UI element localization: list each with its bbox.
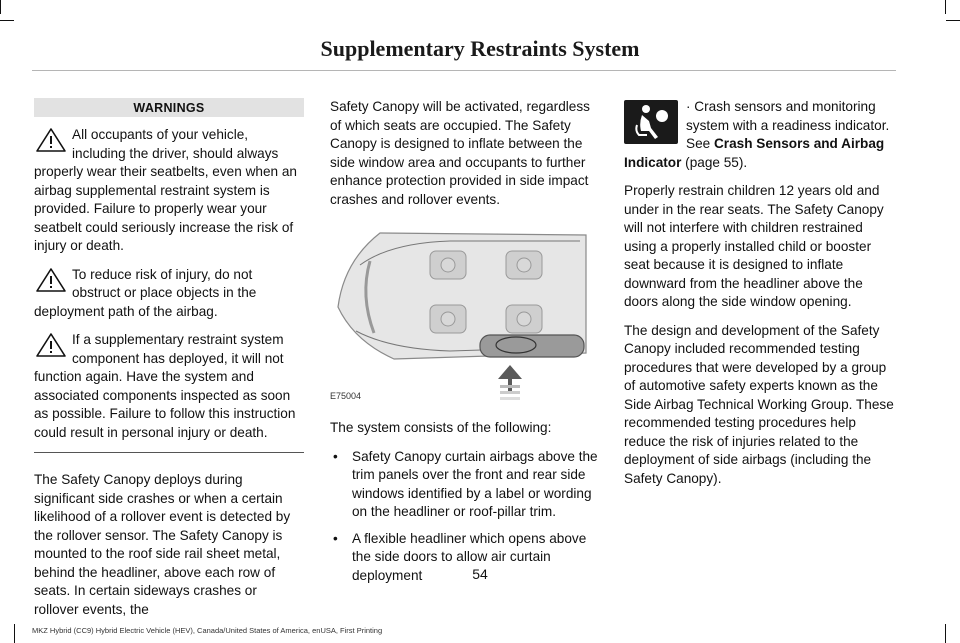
- list-item: [330, 448, 602, 522]
- airbag-indicator-icon: [624, 100, 678, 144]
- list-intro: The system consists of the following:: [330, 420, 552, 435]
- vehicle-illustration: [330, 221, 602, 405]
- crop-mark: [0, 0, 1, 14]
- body-paragraph: The Safety Canopy deploys during significant side crashes or when a certain likelihood of a rollover event is detected by the rollover sensor. The Safety Canopy is mounted to the roof side rail sheet metal, behind the headliner, above each row of seats. In certain sideways crashes or rollover events, the: [34, 472, 291, 617]
- warnings-heading: WARNINGS: [34, 98, 304, 117]
- page-reference: (page 55).: [681, 154, 748, 170]
- header-divider: [32, 70, 896, 71]
- warning-item: [34, 126, 304, 256]
- crash-sensors-link[interactable]: Crash Sensors and Airbag Indicator: [624, 136, 885, 170]
- middle-column: [330, 98, 602, 593]
- bullet-mark: •: [333, 530, 338, 546]
- sensor-paragraph: [624, 98, 896, 172]
- page-header: Supplementary Restraints System: [320, 36, 640, 61]
- body-paragraph: Safety Canopy will be activated, regardless of which seats are occupied. The Safety Canopy is designed to inflate between the side window area and occupants to further enhance protection provided in side impact crashes and rollover events.: [330, 99, 590, 207]
- car-cutaway-diagram: [330, 221, 602, 405]
- body-paragraph: Properly restrain children 12 years old and under in the rear seats. The Safety Canopy will not interfere with children restrained using a properly installed child or booster seat because it is designed to inflate downward from the headliner above the doors along the side window opening.: [624, 183, 884, 309]
- crop-mark: [14, 624, 15, 643]
- warning-triangle-icon: [34, 332, 68, 358]
- crop-mark: [945, 0, 946, 14]
- crop-mark: [945, 624, 946, 643]
- warnings-end-rule: [34, 452, 304, 453]
- left-column: [34, 98, 304, 629]
- page-number: 54: [472, 566, 488, 582]
- warning-item: [34, 266, 304, 322]
- list-item-text: A flexible headliner which opens above the side doors to allow air curtain deployment: [352, 530, 587, 583]
- figure-label: E75004: [330, 390, 362, 401]
- component-list: [330, 448, 602, 586]
- warning-text: To reduce risk of injury, do not obstruct or place objects in the deployment path of the airbag.: [34, 266, 257, 319]
- warning-triangle-icon: [34, 127, 68, 153]
- crop-mark: [946, 20, 960, 21]
- crop-mark: [0, 20, 14, 21]
- warning-item: [34, 331, 304, 442]
- warning-triangle-icon: [34, 267, 68, 293]
- sensor-text: · Crash sensors and monitoring system with a readiness indicator. See: [686, 99, 890, 151]
- body-paragraph: The design and development of the Safety Canopy included recommended testing procedures that were developed by a group of automotive safety experts known as the Side Airbag Technical Working Group. These recommended testing procedures help reduce the risk of injuries related to the deployment of side airbags (including the Safety Canopy).: [624, 322, 894, 486]
- bullet-mark: •: [333, 448, 338, 464]
- right-column: [624, 98, 896, 498]
- document-footer: MKZ Hybrid (CC9) Hybrid Electric Vehicle (HEV), Canada/United States of America, enUSA, First Printing: [32, 626, 383, 635]
- list-item-text: Safety Canopy curtain airbags above the trim panels over the front and rear side windows identified by a label or wording on the headliner or roof-pillar trim.: [352, 448, 598, 519]
- warning-text: If a supplementary restraint system component has deployed, it will not function again. Have the system and associated components inspected as soon as possible. Failure to follow this instruction could result in personal injury or death.: [34, 332, 296, 440]
- warning-text: All occupants of your vehicle, including the driver, should always properly wear their seatbelts, even when an airbag supplemental restraint system is provided. Failure to properly wear your seatbelt could seriously increase the risk of injury or death.: [34, 127, 297, 253]
